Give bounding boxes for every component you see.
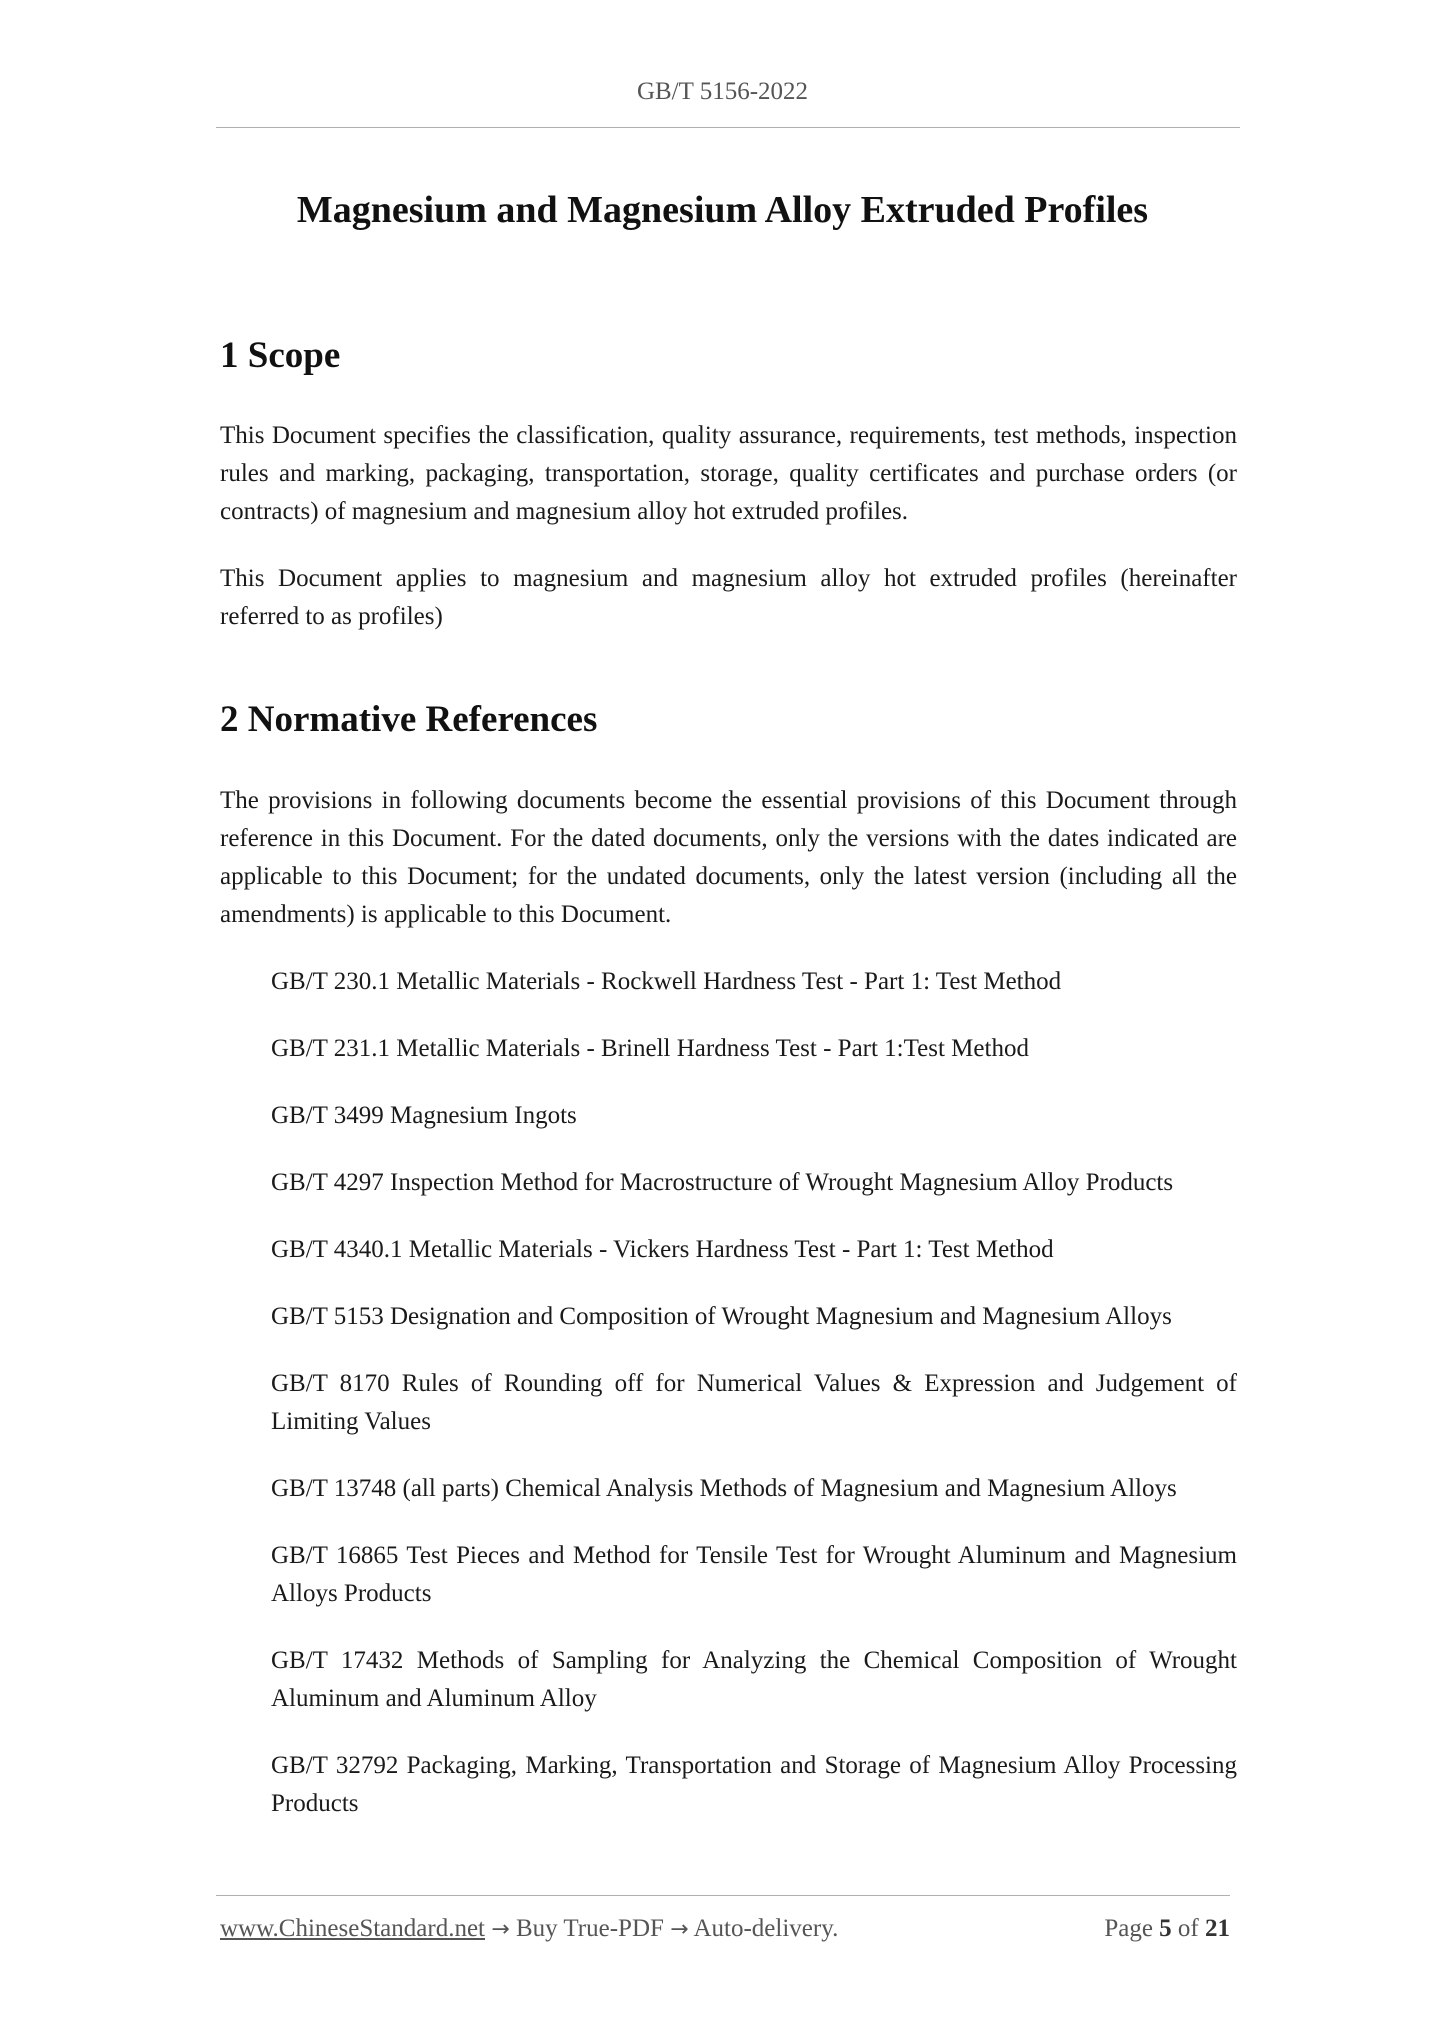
- reference-item: GB/T 4297 Inspection Method for Macrostructure of Wrought Magnesium Alloy Products: [271, 1168, 1174, 1196]
- page-label: Page: [1104, 1915, 1153, 1942]
- auto-delivery-text: Auto-delivery.: [693, 1915, 839, 1942]
- normative-references-list: [220, 963, 1237, 1823]
- arrow-right-icon: →: [491, 1917, 510, 1942]
- page-of-label: of: [1177, 1915, 1199, 1942]
- footer-promo: [220, 1915, 838, 1943]
- page-number: [1104, 1915, 1230, 1943]
- website-link[interactable]: www.ChineseStandard.net: [220, 1915, 485, 1942]
- reference-item: GB/T 230.1 Metallic Materials - Rockwell Hardness Test - Part 1: Test Method: [271, 967, 1062, 995]
- reference-item: GB/T 231.1 Metallic Materials - Brinell Hardness Test - Part 1:Test Method: [271, 1034, 1029, 1062]
- page-total: 21: [1205, 1915, 1230, 1942]
- section-heading-scope: 1 Scope: [220, 335, 341, 376]
- reference-item: GB/T 8170 Rules of Rounding off for Numerical Values & Expression and Judgement of Limiting Values: [271, 1369, 1237, 1435]
- header-divider: [216, 127, 1240, 128]
- arrow-right-icon: →: [670, 1917, 689, 1942]
- document-title: Magnesium and Magnesium Alloy Extruded Profiles: [296, 189, 1149, 231]
- reference-item: GB/T 17432 Methods of Sampling for Analyzing the Chemical Composition of Wrought Aluminum and Aluminum Alloy: [271, 1646, 1237, 1712]
- buy-true-pdf-text: Buy True-PDF: [515, 1915, 664, 1942]
- running-header: GB/T 5156-2022: [636, 78, 809, 105]
- page-current: 5: [1159, 1915, 1172, 1942]
- section-heading-normative-references: 2 Normative References: [220, 699, 598, 741]
- reference-item: GB/T 5153 Designation and Composition of Wrought Magnesium and Magnesium Alloys: [271, 1302, 1172, 1330]
- scope-paragraph: This Document applies to magnesium and magnesium alloy hot extruded profiles (hereinafter referred to as profiles): [220, 565, 1237, 631]
- document-body: [220, 334, 1237, 1823]
- reference-item: GB/T 13748 (all parts) Chemical Analysis Methods of Magnesium and Magnesium Alloys: [271, 1474, 1177, 1502]
- footer-divider: [216, 1895, 1230, 1896]
- reference-item: GB/T 32792 Packaging, Marking, Transportation and Storage of Magnesium Alloy Processing Products: [271, 1751, 1237, 1817]
- normative-references-intro: The provisions in following documents become the essential provisions of this Document through reference in this Document. For the dated documents, only the versions with the dates indicated are applicable to this Document; for the undated documents, only the latest version (including all the amendments) is applicable to this Document.: [220, 786, 1237, 928]
- reference-item: GB/T 3499 Magnesium Ingots: [271, 1101, 577, 1129]
- reference-item: GB/T 16865 Test Pieces and Method for Tensile Test for Wrought Aluminum and Magnesium Alloys Products: [271, 1541, 1237, 1607]
- reference-item: GB/T 4340.1 Metallic Materials - Vickers Hardness Test - Part 1: Test Method: [271, 1235, 1054, 1263]
- scope-paragraph: This Document specifies the classification, quality assurance, requirements, test methods, inspection rules and marking, packaging, transportation, storage, quality certificates and purchase orders (or contracts) of magnesium and magnesium alloy hot extruded profiles.: [220, 422, 1237, 526]
